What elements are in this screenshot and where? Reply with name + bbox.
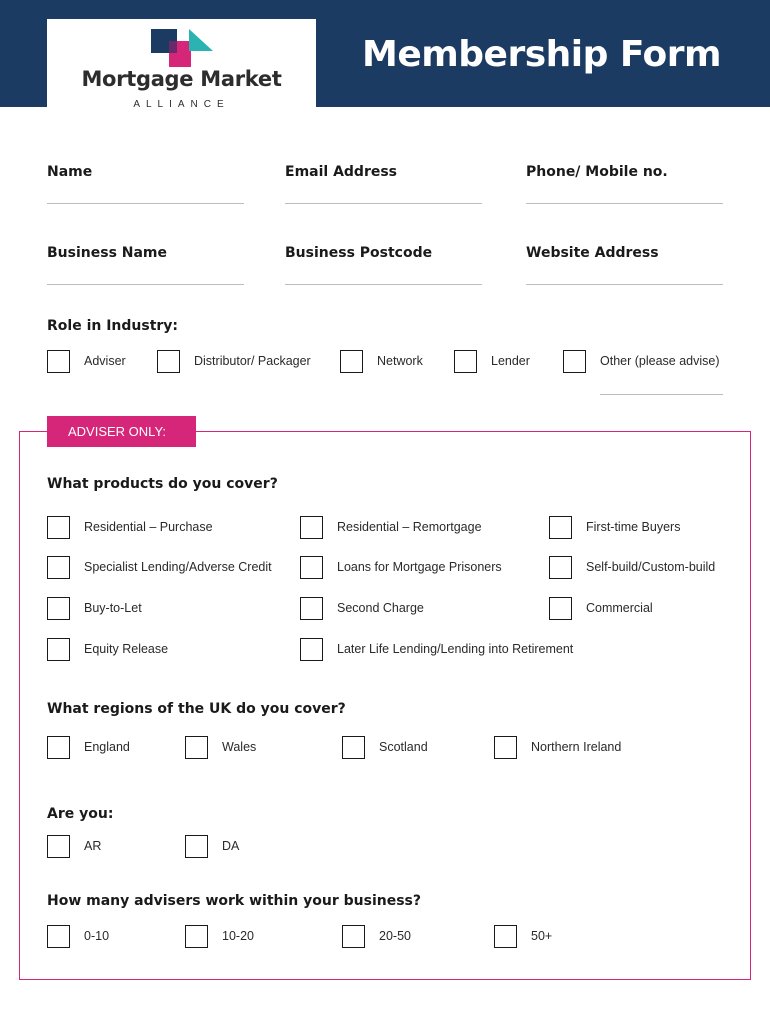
name-label: Name bbox=[47, 164, 93, 180]
checkbox[interactable] bbox=[47, 350, 70, 373]
checkbox[interactable] bbox=[157, 350, 180, 373]
checkbox-label: Other (please advise) bbox=[600, 354, 720, 368]
checkbox-label: Specialist Lending/Adverse Credit bbox=[84, 560, 272, 574]
business-name-field[interactable] bbox=[47, 284, 244, 285]
logo-subtitle: ALLIANCE bbox=[133, 99, 230, 110]
checkbox-label: Residential – Purchase bbox=[84, 520, 213, 534]
checkbox-label: Second Charge bbox=[337, 601, 424, 615]
products-question: What products do you cover? bbox=[47, 476, 278, 492]
checkbox[interactable] bbox=[47, 516, 70, 539]
business-name-label: Business Name bbox=[47, 245, 168, 261]
role-heading: Role in Industry: bbox=[47, 318, 179, 334]
checkbox-label: Later Life Lending/Lending into Retirement bbox=[337, 642, 574, 656]
checkbox-label: 10-20 bbox=[222, 929, 254, 943]
business-postcode-field[interactable] bbox=[285, 284, 482, 285]
page-title: Membership Form bbox=[362, 34, 722, 75]
checkbox-label: Residential – Remortgage bbox=[337, 520, 482, 534]
checkbox[interactable] bbox=[47, 925, 70, 948]
website-label: Website Address bbox=[526, 245, 659, 261]
business-postcode-label: Business Postcode bbox=[285, 245, 433, 261]
checkbox-label: Northern Ireland bbox=[531, 740, 622, 754]
checkbox-label: Buy-to-Let bbox=[84, 601, 142, 615]
checkbox-label: Equity Release bbox=[84, 642, 169, 656]
checkbox-label: Loans for Mortgage Prisoners bbox=[337, 560, 502, 574]
checkbox[interactable] bbox=[340, 350, 363, 373]
logo bbox=[47, 19, 316, 120]
checkbox[interactable] bbox=[342, 925, 365, 948]
checkbox[interactable] bbox=[563, 350, 586, 373]
checkbox[interactable] bbox=[47, 736, 70, 759]
phone-field[interactable] bbox=[526, 203, 723, 204]
checkbox-label: 50+ bbox=[531, 929, 553, 943]
checkbox[interactable] bbox=[300, 597, 323, 620]
checkbox[interactable] bbox=[300, 556, 323, 579]
checkbox-label: Adviser bbox=[84, 354, 126, 368]
checkbox[interactable] bbox=[300, 638, 323, 661]
checkbox[interactable] bbox=[300, 516, 323, 539]
website-field[interactable] bbox=[526, 284, 723, 285]
email-field[interactable] bbox=[285, 203, 482, 204]
checkbox[interactable] bbox=[549, 597, 572, 620]
checkbox[interactable] bbox=[549, 516, 572, 539]
checkbox-label: Distributor/ Packager bbox=[194, 354, 311, 368]
phone-label: Phone/ Mobile no. bbox=[526, 164, 668, 180]
checkbox-label: DA bbox=[222, 839, 240, 853]
checkbox[interactable] bbox=[494, 925, 517, 948]
checkbox-label: Scotland bbox=[379, 740, 428, 754]
checkbox[interactable] bbox=[454, 350, 477, 373]
checkbox[interactable] bbox=[549, 556, 572, 579]
adviser-only-badge: ADVISER ONLY: bbox=[47, 416, 196, 447]
logo-name: Mortgage Market bbox=[81, 67, 282, 91]
checkbox[interactable] bbox=[342, 736, 365, 759]
checkbox[interactable] bbox=[494, 736, 517, 759]
checkbox-label: Self-build/Custom-build bbox=[586, 560, 716, 574]
checkbox-label: AR bbox=[84, 839, 102, 853]
email-label: Email Address bbox=[285, 164, 398, 180]
checkbox[interactable] bbox=[185, 736, 208, 759]
other-role-field[interactable] bbox=[600, 394, 723, 395]
checkbox[interactable] bbox=[47, 638, 70, 661]
checkbox[interactable] bbox=[185, 835, 208, 858]
checkbox-label: 20-50 bbox=[379, 929, 411, 943]
checkbox-label: Lender bbox=[491, 354, 530, 368]
checkbox[interactable] bbox=[47, 597, 70, 620]
advisers-count-question: How many advisers work within your business? bbox=[47, 893, 422, 909]
checkbox-label: First-time Buyers bbox=[586, 520, 681, 534]
checkbox-label: 0-10 bbox=[84, 929, 110, 943]
name-field[interactable] bbox=[47, 203, 244, 204]
regions-question: What regions of the UK do you cover? bbox=[47, 701, 346, 717]
are-you-question: Are you: bbox=[47, 806, 114, 822]
logo-mark-icon bbox=[151, 29, 213, 69]
checkbox[interactable] bbox=[185, 925, 208, 948]
checkbox[interactable] bbox=[47, 835, 70, 858]
checkbox-label: Commercial bbox=[586, 601, 653, 615]
checkbox-label: England bbox=[84, 740, 130, 754]
checkbox-label: Network bbox=[377, 354, 423, 368]
checkbox-label: Wales bbox=[222, 740, 257, 754]
checkbox[interactable] bbox=[47, 556, 70, 579]
